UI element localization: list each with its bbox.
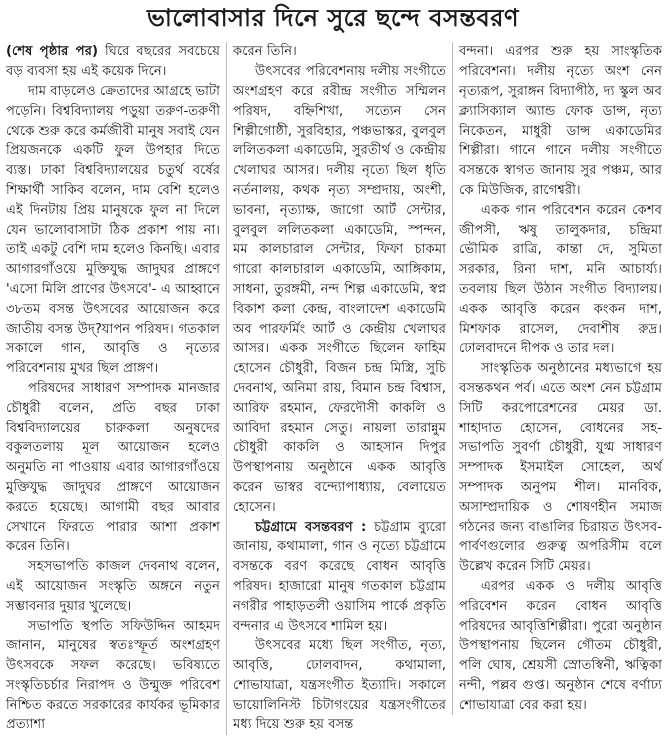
paragraph-text: ঘিরে বছরের সবচেয়ে বড় ব্যবসা হয় এই কয়েক দিনে। bbox=[6, 44, 220, 80]
paragraph: সভাপতি স্থপতি সফিউদ্দিন আহমদ জানান, মানুষের স্বতঃস্ফূর্ত অংশগ্রহণ উৎসবকে সফল করেছে। ভবিষ্যতে সংস্কৃতিচর্চার নিরাপদ ও উন্মুক্ত পরিবেশ নিশ্চিত করতে সরকারের কার্যকর ভূমিকার প্রত্যাশা bbox=[6, 618, 220, 733]
paragraph: করেন তিনি। bbox=[233, 44, 297, 60]
article-column-2 bbox=[226, 42, 452, 735]
paragraph: পরিষদের সাধারণ সম্পাদক মানজার চৌধুরী বলেন, প্রতি বছর ঢাকা বিশ্ববিদ্যালয়ের চারুকলা অনুষদের বকুলতলায় মূল আয়োজন হলেও অনুমতি না পাওয়ায় এবার আগারগাঁওয়ে মুক্তিযুদ্ধ জাদুঘর প্রাঙ্গণে আয়োজন করতে হয়েছে। আগামী বছর আবার সেখানে ফিরতে পারার আশা প্রকাশ করেন তিনি। bbox=[6, 380, 220, 555]
article-column-1 bbox=[6, 42, 226, 735]
continuation-lead: (শেষ পৃষ্ঠার পর) bbox=[6, 44, 98, 60]
article-column-3 bbox=[452, 42, 662, 715]
paragraph: বন্দনা। এরপর শুরু হয় সাংস্কৃতিক পরিবেশনা। দলীয় নৃত্যে অংশ নেন নৃত্যরূপ, সুরাঙ্গন বিদ্যাপীঠ, দ্য স্কুল অব ক্ল্যাসিক্যাল অ্যান্ড ফোক ডান্স, নৃত্য নিকেতন, মাধুরী ডান্স একাডেমির শিল্পীরা। গানে গানে দলীয় সংগীতে বসন্তকে স্বাগত জানায় সুর পঞ্চম, আর কে মিউজিক, রাগেশ্বরী। bbox=[459, 44, 662, 198]
article-body bbox=[0, 38, 666, 741]
paragraph: এরপর একক ও দলীয় আবৃত্তি পরিবেশন করেন বোধন আবৃত্তি পরিষদের আবৃত্তিশিল্পীরা। পুরো অনুষ্ঠান উপস্থাপনায় ছিলেন গৌতম চৌধুরী, পলি ঘোষ, শ্রেয়সী স্রোতস্বিনী, ঋত্বিকা নন্দী, পল্লব গুপ্ত। অনুষ্ঠান শেষে বর্ণাঢ্য শোভাযাত্রা বের করা হয়। bbox=[459, 578, 662, 713]
subheading-chattogram: চট্টগ্রামে বসন্তবরণ : bbox=[255, 519, 367, 535]
paragraph-text: চট্টগ্রাম ব্যুরো জানায়, কথামালা, গান ও নৃত্যে চট্টগ্রামে বসন্তকে বরণ করেছে বোধন আবৃত্তি পরিষদ। হাজারো মানুষ গতকাল চট্টগ্রাম নগরীর পাহাড়তলী ওয়াসিম পার্কে প্রকৃতি বন্দনার এ উৎসবে শামিল হয়। bbox=[233, 519, 446, 634]
paragraph: উৎসবের মধ্যে ছিল সংগীত, নৃত্য, আবৃত্তি, ঢোলবাদন, কথামালা, শোভাযাত্রা, যন্ত্রসংগীত ইত্যাদি। সকালে ভায়োলিনিস্ট চিটাগংয়ের যন্ত্রসংগীতের মধ্য দিয়ে শুরু হয় বসন্ত bbox=[233, 638, 446, 733]
paragraph bbox=[233, 518, 446, 637]
paragraph: উৎসবের পরিবেশনায় দলীয় সংগীতে অংশগ্রহণ করে রবীন্দ্র সংগীত সম্মিলন পরিষদ, বহ্নিশিখা, সত্যেন সেন শিল্পীগোষ্ঠী, সুরবিহার, পঞ্চভাস্কর, বুলবুল ললিতকলা একাডেমি, সুরতীর্থ ও কেন্দ্রীয় খেলাঘর আসর। দলীয় নৃত্যে ছিল ধৃতি নর্তনালয়, কথক নৃত্য সম্প্রদায়, অংশী, ভাবনা, নৃত্যাক্ষ, জাগো আর্ট সেন্টার, বুলবুল ললিতকলা একাডেমি, স্পন্দন, মম কালচারাল সেন্টার, ফিফা চাকমা গারো কালচারাল একাডেমি, আঙ্গিকাম, সাধনা, তুরঙ্গমী, নন্দ শিল্প একাডেমি, স্বপ্ন বিকাশ কলা কেন্দ্র, বাংলাদেশ একাডেমি অব পারফর্মিং আর্ট ও কেন্দ্রীয় খেলাঘর আসর। একক সংগীতে ছিলেন ফাহিম হোসেন চৌধুরী, বিজন চন্দ্র মিস্ত্রি, সুচি দেবনাথ, অনিমা রায়, বিমান চন্দ্র বিশ্বাস, আরিফ রহমান, ফেরদৌসী কাকলি ও আবিদা রহমান সেতু। নায়লা তারান্নুম চৌধুরী কাকলি ও আহসান দিপুর উপস্থাপনায় অনুষ্ঠানে একক আবৃত্তি করেন ভাস্বর বন্দ্যোপাধ্যায়, বেলায়েত হোসেন। bbox=[233, 64, 446, 515]
paragraph: একক গান পরিবেশন করেন কেশব জীপসী, ঋষু তালুকদার, চন্দ্রিমা ভৌমিক রাত্রি, কান্তা দে, সুমিতা সরকার, রিনা দাশ, মনি আচার্য্য। তবলায় ছিল উঠান সংগীত বিদ্যালয়। একক আবৃত্তি করেন কংকন দাশ, মিশফাক রাসেল, দেবাশীষ রুদ্র। ঢোলবাদনে দীপক ও তার দল। bbox=[459, 202, 662, 357]
paragraph: সহসভাপতি কাজল দেবনাথ বলেন, এই আয়োজন সংস্কৃতি অঙ্গনে নতুন সম্ভাবনার দুয়ার খুলেছে। bbox=[6, 559, 220, 614]
paragraph: সাংস্কৃতিক অনুষ্ঠানের মধ্যভাগে হয় বসন্তকথন পর্ব। এতে অংশ নেন চট্টগ্রাম সিটি করপোরেশনের মেয়র ডা. শাহাদাত হোসেন, বোধনের সহ-সভাপতি সুবর্ণা চৌধুরী, যুগ্ম সাধারণ সম্পাদক ইসমাইল সোহেল, অর্থ সম্পাদক অনুপম শীল। মানবিক, অসাম্প্রদায়িক ও শোষণহীন সমাজ গঠনের জন্য বাঙালির চিরায়ত উৎসব-পার্বণগুলোর গুরুত্ব অপরিসীম বলে উল্লেখ করেন সিটি মেয়র। bbox=[459, 361, 662, 575]
headline: ভালোবাসার দিনে সুরে ছন্দে বসন্তবরণ bbox=[147, 4, 519, 32]
paragraph bbox=[6, 42, 220, 82]
paragraph: দাম বাড়লেও ক্রেতাদের আগ্রহে ভাটা পড়েনি। বিশ্ববিদ্যালয় পড়ুয়া তরুণ-তরুণী থেকে শুরু করে কর্মজীবী মানুষ সবাই যেন প্রিয়জনকে একটি ফুল উপহার দিতে ব্যস্ত। ঢাকা বিশ্ববিদ্যালয়ের চতুর্থ বর্ষের শিক্ষার্থী সাকিব বলেন, দাম বেশি হলেও এই দিনটায় প্রিয় মানুষকে ফুল না দিলে যেন ভালোবাসাটা ঠিক প্রকাশ পায় না। তাই একটু বেশি দাম হলেও কিনছি। এবার আগারগাঁওয়ে মুক্তিযুদ্ধ জাদুঘর প্রাঙ্গণে 'এসো মিলি প্রাণের উৎসবে'- এ আহ্বানে ৩৮তম বসন্ত উৎসবের আয়োজন করে জাতীয় বসন্ত উদ্?যাপন পরিষদ। গতকাল সকালে গান, আবৃত্তি ও নৃত্যের পরিবেশনায় মুখর ছিল প্রাঙ্গণ। bbox=[6, 83, 220, 377]
